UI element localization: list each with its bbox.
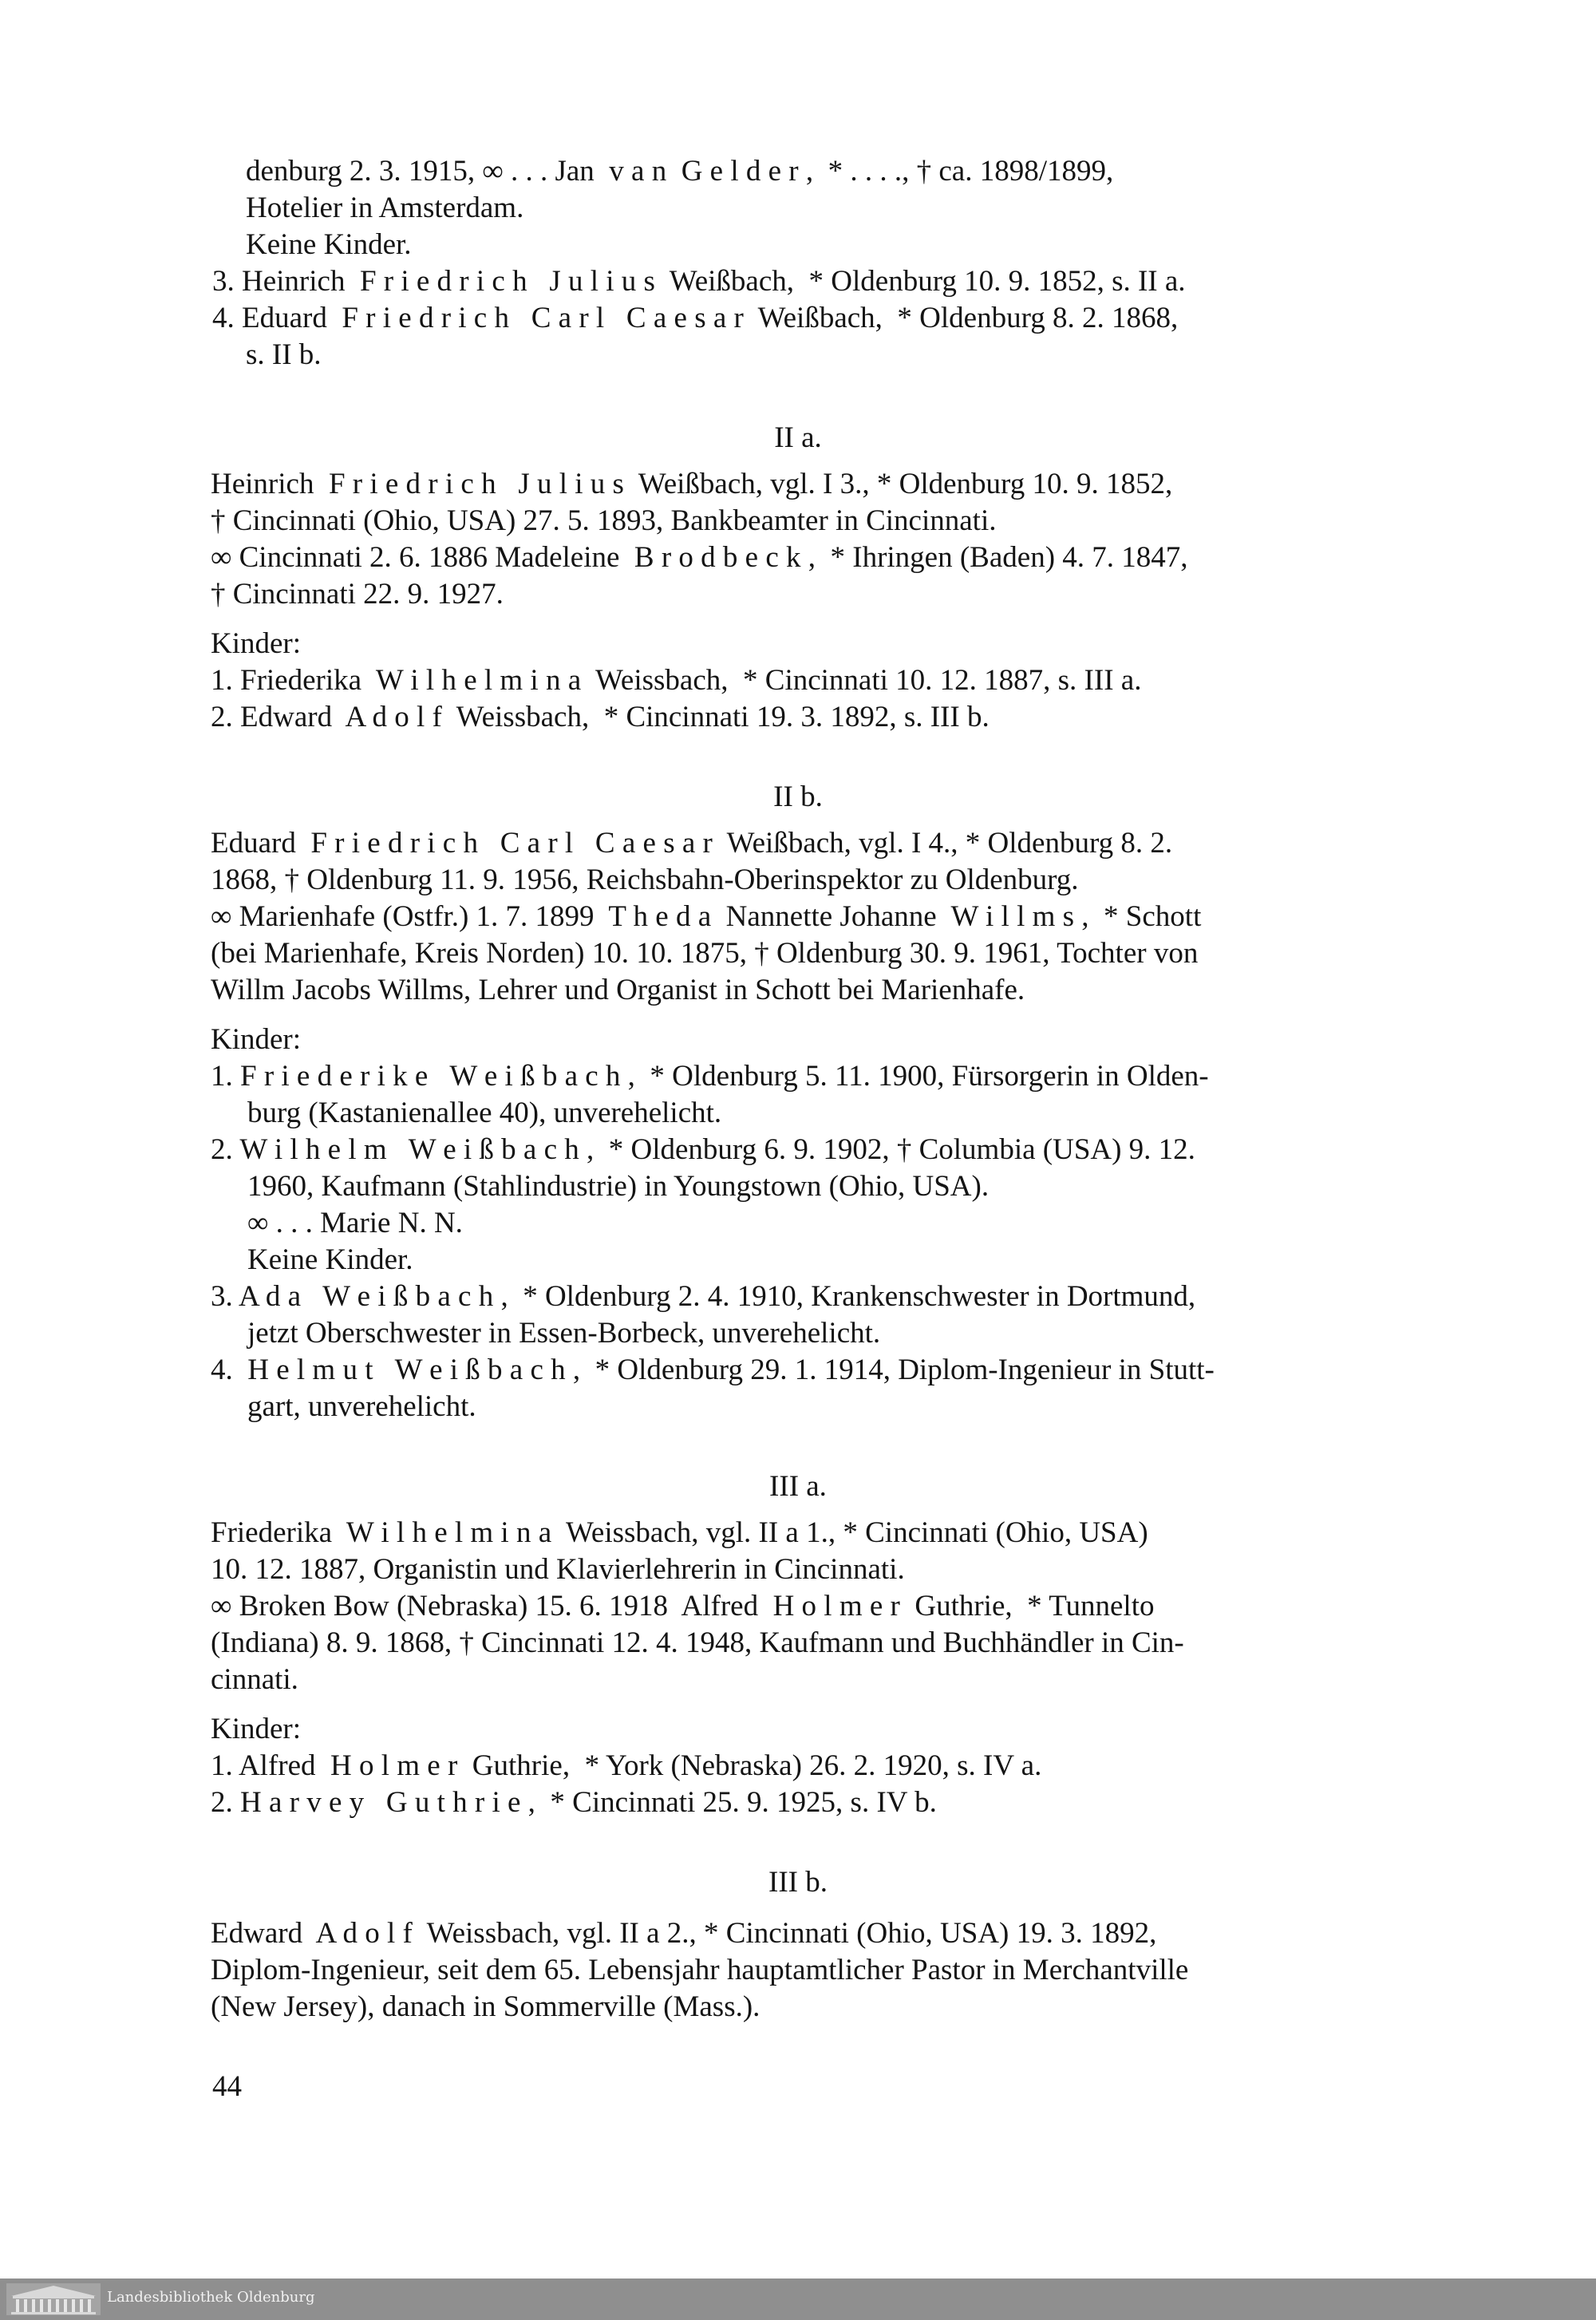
text-line: 4. H e l m u t W e i ß b a c h , * Oldenburg 29. 1. 1914, Diplom-Ingenieur in Stutt- bbox=[211, 1354, 1215, 1386]
section-heading: II a. bbox=[774, 421, 822, 454]
text-line: ∞ Marienhafe (Ostfr.) 1. 7. 1899 T h e d a Nannette Johanne W i l l m s , * Schott bbox=[211, 900, 1202, 933]
text-line: Kinder: bbox=[211, 1713, 302, 1745]
text-line: 1. F r i e d e r i k e W e i ß b a c h , * Oldenburg 5. 11. 1900, Fürsorgerin in Olden- bbox=[211, 1060, 1209, 1093]
text-line: Edward A d o l f Weissbach, vgl. II a 2., * Cincinnati (Ohio, USA) 19. 3. 1892, bbox=[211, 1917, 1157, 1950]
text-line: 1960, Kaufmann (Stahlindustrie) in Youngstown (Ohio, USA). bbox=[247, 1170, 990, 1203]
text-line: 3. A d a W e i ß b a c h , * Oldenburg 2. 4. 1910, Krankenschwester in Dortmund, bbox=[211, 1280, 1196, 1313]
text-line: (New Jersey), danach in Sommerville (Mass.). bbox=[211, 1990, 760, 2023]
text-line: 10. 12. 1887, Organistin und Klavierlehrerin in Cincinnati. bbox=[211, 1553, 905, 1586]
library-building-icon bbox=[6, 2283, 101, 2315]
text-line: 1. Friederika W i l h e l m i n a Weissbach, * Cincinnati 10. 12. 1887, s. III a. bbox=[211, 664, 1142, 697]
text-line: Keine Kinder. bbox=[247, 1243, 413, 1276]
text-line: Hotelier in Amsterdam. bbox=[246, 192, 524, 224]
library-name: Landesbibliothek Oldenburg bbox=[107, 2289, 315, 2306]
text-line: burg (Kastanienallee 40), unverehelicht. bbox=[247, 1097, 722, 1129]
text-line: 1868, † Oldenburg 11. 9. 1956, Reichsbahn-Oberinspektor zu Oldenburg. bbox=[211, 864, 1079, 896]
text-line: (Indiana) 8. 9. 1868, † Cincinnati 12. 4. 1948, Kaufmann und Buchhändler in Cin- bbox=[211, 1626, 1184, 1659]
text-line: Kinder: bbox=[211, 1023, 302, 1056]
text-line: 1. Alfred H o l m e r Guthrie, * York (Nebraska) 26. 2. 1920, s. IV a. bbox=[211, 1749, 1042, 1782]
page-number: 44 bbox=[212, 2070, 242, 2103]
text-line: Willm Jacobs Willms, Lehrer und Organist in Schott bei Marienhafe. bbox=[211, 974, 1025, 1006]
text-line: Keine Kinder. bbox=[246, 228, 412, 261]
text-line: gart, unverehelicht. bbox=[247, 1390, 476, 1423]
text-line: Diplom-Ingenieur, seit dem 65. Lebensjahr hauptamtlicher Pastor in Merchantville bbox=[211, 1954, 1189, 1986]
text-line: (bei Marienhafe, Kreis Norden) 10. 10. 1875, † Oldenburg 30. 9. 1961, Tochter von bbox=[211, 937, 1199, 970]
text-line: † Cincinnati 22. 9. 1927. bbox=[211, 578, 504, 611]
text-line: ∞ Broken Bow (Nebraska) 15. 6. 1918 Alfred H o l m e r Guthrie, * Tunnelto bbox=[211, 1590, 1155, 1622]
text-line: 4. Eduard F r i e d r i c h C a r l C a e s a r Weißbach, * Oldenburg 8. 2. 1868, bbox=[212, 302, 1179, 334]
text-line: ∞ Cincinnati 2. 6. 1886 Madeleine B r o d b e c k , * Ihringen (Baden) 4. 7. 1847, bbox=[211, 541, 1188, 574]
text-line: s. II b. bbox=[246, 338, 322, 371]
text-line: 2. W i l h e l m W e i ß b a c h , * Oldenburg 6. 9. 1902, † Columbia (USA) 9. 12. bbox=[211, 1133, 1195, 1166]
section-heading: II b. bbox=[773, 781, 823, 813]
text-line: ∞ . . . Marie N. N. bbox=[247, 1207, 463, 1239]
text-line: Friederika W i l h e l m i n a Weissbach, vgl. II a 1., * Cincinnati (Ohio, USA) bbox=[211, 1516, 1148, 1549]
text-line: † Cincinnati (Ohio, USA) 27. 5. 1893, Bankbeamter in Cincinnati. bbox=[211, 504, 997, 537]
text-line: Kinder: bbox=[211, 627, 302, 660]
section-heading: III b. bbox=[768, 1866, 828, 1899]
footer-bar bbox=[0, 2279, 1596, 2320]
text-line: cinnati. bbox=[211, 1663, 298, 1696]
section-heading: III a. bbox=[769, 1470, 827, 1503]
text-line: Heinrich F r i e d r i c h J u l i u s Weißbach, vgl. I 3., * Oldenburg 10. 9. 1852, bbox=[211, 468, 1173, 500]
text-line: 2. Edward A d o l f Weissbach, * Cincinnati 19. 3. 1892, s. III b. bbox=[211, 701, 990, 733]
text-line: 3. Heinrich F r i e d r i c h J u l i u s Weißbach, * Oldenburg 10. 9. 1852, s. II a. bbox=[212, 265, 1186, 298]
text-line: 2. H a r v e y G u t h r i e , * Cincinnati 25. 9. 1925, s. IV b. bbox=[211, 1786, 937, 1819]
text-line: Eduard F r i e d r i c h C a r l C a e s a r Weißbach, vgl. I 4., * Oldenburg 8. 2. bbox=[211, 827, 1173, 860]
text-line: denburg 2. 3. 1915, ∞ . . . Jan v a n G e l d e r , * . . . ., † ca. 1898/1899, bbox=[246, 155, 1114, 188]
text-line: jetzt Oberschwester in Essen-Borbeck, unverehelicht. bbox=[247, 1317, 881, 1350]
